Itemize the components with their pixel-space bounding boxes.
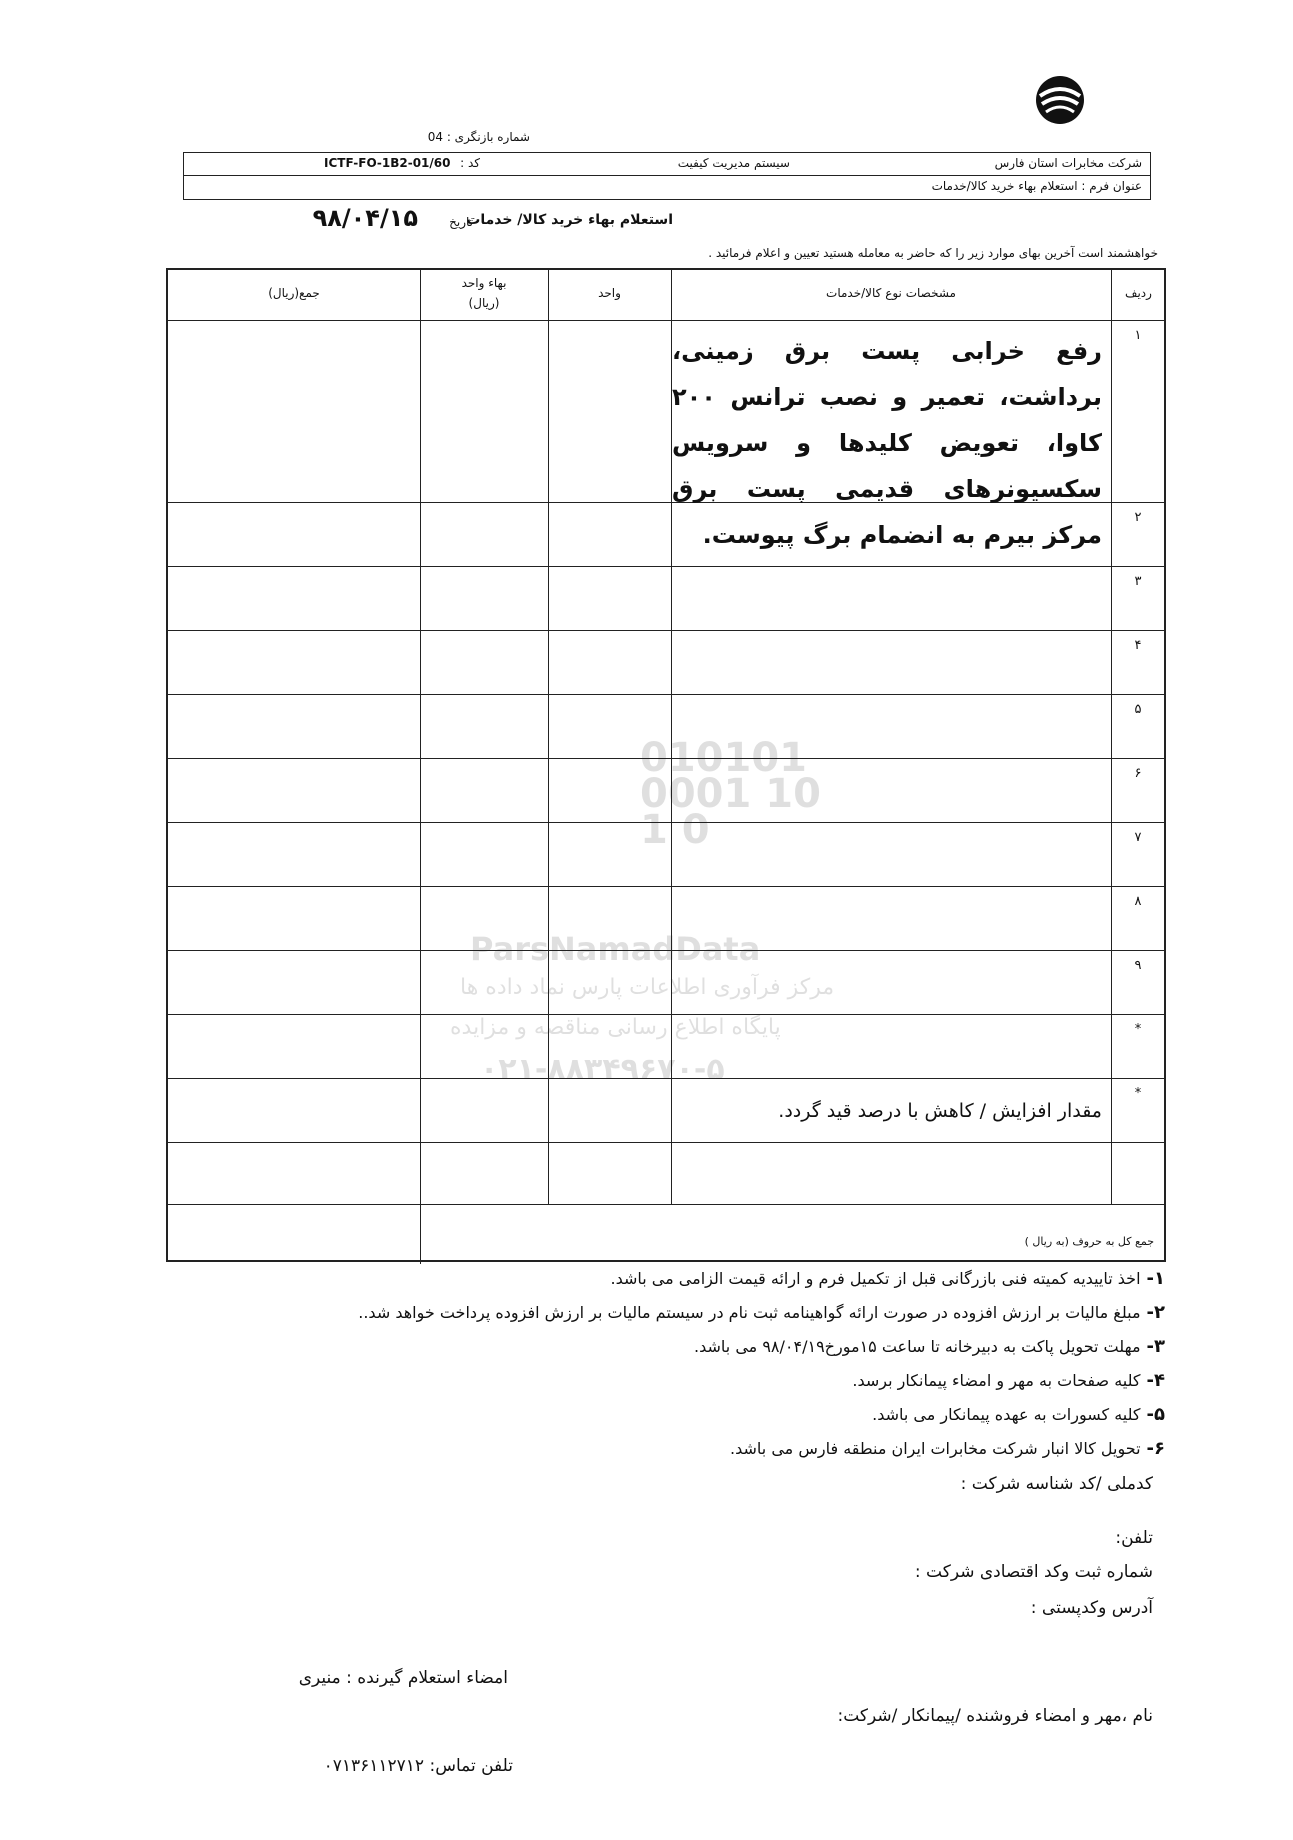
registration-field: شماره ثبت وکد اقتصادی شرکت : (914, 1562, 1153, 1582)
company-name: شرکت مخابرات استان فارس (994, 156, 1142, 170)
watermark-line1: مرکز فرآوری اطلاعات پارس نماد داده ها (460, 975, 835, 1000)
row-number: * (1134, 1022, 1142, 1037)
watermark-digits: 010101 0001 10 1 0 (640, 735, 821, 853)
row-number: ۴ (1134, 638, 1142, 653)
address-field: آدرس وکدپستی : (1030, 1598, 1153, 1618)
form-title: عنوان فرم : استعلام بهاء خرید کالا/خدمات (931, 179, 1142, 193)
revision-number: شماره بازنگری : 04 (427, 130, 530, 144)
col-header-unit: واحد (598, 286, 621, 300)
watermark-line2: پایگاه اطلاع رسانی مناقصه و مزایده (450, 1015, 781, 1040)
header-row-1 (183, 152, 1151, 176)
company-logo (1030, 72, 1090, 127)
total-in-words-label: جمع کل به حروف (به ریال ) (1024, 1235, 1154, 1248)
header-row-2 (183, 176, 1151, 200)
row-number: ۱ (1134, 328, 1142, 343)
note-1: ۱-اخذ تاییدیه کمیته فنی بازرگانی قبل از تکمیل فرم و ارائه قیمت الزامی می باشد. (610, 1268, 1165, 1289)
row-number: ۹ (1134, 958, 1142, 973)
row-number: ۳ (1134, 574, 1142, 589)
note-4: ۴-کلیه صفحات به مهر و امضاء پیمانکار برسد. (852, 1370, 1165, 1391)
note-3: ۳-مهلت تحویل پاکت به دبیرخانه تا ساعت ۱۵مورخ۹۸/۰۴/۱۹ می باشد. (694, 1336, 1165, 1357)
row-number: * (1134, 1086, 1142, 1101)
date-value: ۹۸/۰۴/۱۵ (312, 204, 418, 232)
col-header-unit-price-currency: (ریال) (468, 296, 500, 310)
col-header-total: جمع(ریال) (268, 286, 320, 300)
items-table (166, 268, 1166, 1262)
request-text: خواهشمند است آخرین بهای موارد زیر را که حاضر به معامله هستید تعیین و اعلام فرمائید . (708, 246, 1158, 260)
row-number: ۷ (1134, 830, 1142, 845)
row-number: ۵ (1134, 702, 1142, 717)
national-id-field: کدملی /کد شناسه شرکت : (960, 1474, 1153, 1494)
adjustment-note: مقدار افزایش / کاهش با درصد قید گردد. (778, 1100, 1102, 1122)
seller-signature: نام ،مهر و امضاء فروشنده /پیمانکار /شرکت: (837, 1706, 1153, 1726)
col-header-row: ردیف (1125, 286, 1152, 300)
contact-phone: تلفن تماس: ۰۷۱۳۶۱۱۲۷۱۲ (323, 1756, 513, 1776)
receiver-signature: امضاء استعلام گیرنده : منیری (298, 1668, 508, 1688)
code-value: ICTF-FO-1B2-01/60 (324, 156, 451, 170)
row-number: ۸ (1134, 894, 1142, 909)
system-name: سیستم مدیریت کیفیت (677, 156, 790, 170)
row-number: ۶ (1134, 766, 1142, 781)
col-header-description: مشخصات نوع کالا/خدمات (826, 286, 956, 300)
watermark-line3: ۰۲۱-۸۸۳۴۹۶۷۰-۵ (480, 1052, 725, 1087)
inquiry-title: استعلام بهاء خرید کالا/ خدمات (466, 212, 673, 228)
watermark-brand: ParsNamadData (470, 930, 761, 968)
phone-field: تلفن: (1115, 1528, 1153, 1548)
note-5: ۵-کلیه کسورات به عهده پیمانکار می باشد. (872, 1404, 1165, 1425)
code-label: کد : (460, 156, 480, 170)
col-header-unit-price: بهاء واحد (461, 276, 507, 290)
note-6: ۶-تحویل کالا انبار شرکت مخابرات ایران منطقه فارس می باشد. (730, 1438, 1165, 1459)
date-label: تاریخ (449, 215, 473, 229)
row-number: ۲ (1134, 510, 1142, 525)
note-2: ۲-مبلغ مالیات بر ارزش افزوده در صورت ارائه گواهینامه ثبت نام در سیستم مالیات بر ارزش افزوده پرداخت خواهد شد.. (358, 1302, 1165, 1323)
item-description: رفع خرابی پست برق زمینی، برداشت، تعمیر و نصب ترانس ۲۰۰ کاوا، تعویض کلیدها و سرویس سکسیونرهای قدیمی پست برق مرکز بیرم به انضمام برگ پیوست. (672, 337, 1102, 549)
